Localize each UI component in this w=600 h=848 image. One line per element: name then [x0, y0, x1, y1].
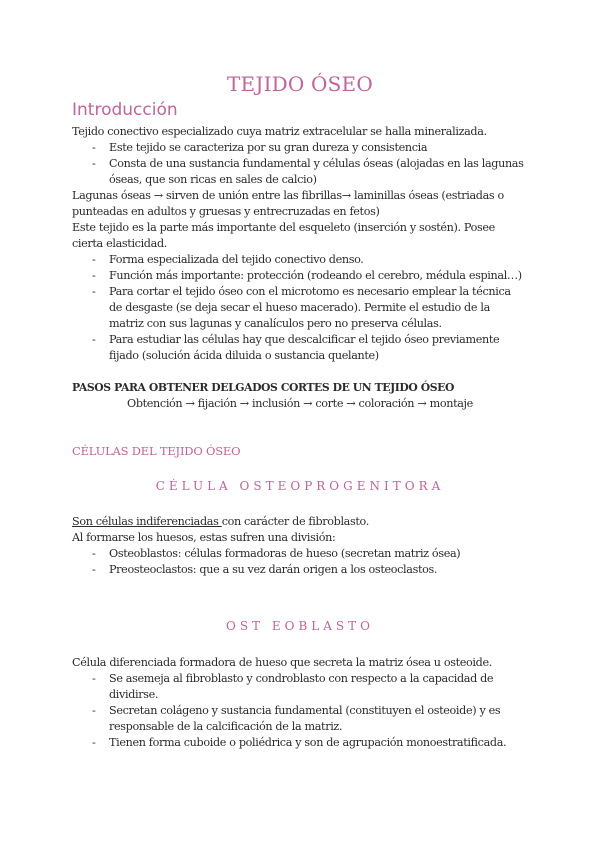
- list-item-text: Este tejido se caracteriza por su gran dureza y consistencia: [109, 141, 428, 154]
- osteoprogenitora-line: [72, 514, 369, 530]
- list-item-text: matriz con sus lagunas y canalículos pero no preserva células.: [109, 317, 442, 330]
- celulas-heading: CÉLULAS DEL TEJIDO ÓSEO: [72, 444, 241, 458]
- line-rest: con carácter de fibroblasto.: [221, 515, 369, 528]
- este-paragraph-line: cierta elasticidad.: [72, 237, 167, 250]
- list-item-text: Osteoblastos: células formadoras de hueso (secretan matriz ósea): [109, 547, 461, 560]
- osteoprogenitora-line: Al formarse los huesos, estas sufren una división:: [72, 531, 336, 544]
- list-item-text: Para cortar el tejido óseo con el microtomo es necesario emplear la técnica: [109, 285, 511, 298]
- este-paragraph-line: Este tejido es la parte más importante del esqueleto (inserción y sostén). Posee: [72, 221, 495, 234]
- list-item-text: de desgaste (se deja secar el hueso macerado). Permite el estudio de la: [109, 301, 490, 314]
- bullet-dash: -: [92, 547, 96, 560]
- pasos-sequence: Obtención → fijación → inclusión → corte → coloración → montaje: [127, 397, 473, 410]
- intro-heading: Introducción: [72, 100, 178, 120]
- bullet-dash: -: [92, 736, 96, 749]
- list-item-text: fijado (solución ácida diluida o sustancia quelante): [109, 349, 379, 362]
- list-item-text: Preosteoclastos: que a su vez darán origen a los osteoclastos.: [109, 563, 438, 576]
- list-item-text: Secretan colágeno y sustancia fundamental (constituyen el osteoide) y es: [109, 704, 501, 717]
- pasos-heading: PASOS PARA OBTENER DELGADOS CORTES DE UN TEJIDO ÓSEO: [72, 381, 455, 394]
- document-title: TEJIDO ÓSEO: [227, 72, 373, 96]
- list-item-text: Función más importante: protección (rodeando el cerebro, médula espinal…): [109, 269, 522, 282]
- osteoblasto-heading: OST EOBLASTO: [226, 619, 374, 633]
- intro-paragraph: Tejido conectivo especializado cuya matriz extracelular se halla mineralizada.: [72, 125, 487, 138]
- bullet-dash: -: [92, 672, 96, 685]
- underlined-phrase: Son células indiferenciadas: [72, 515, 222, 528]
- list-item-text: Forma especializada del tejido conectivo denso.: [109, 253, 364, 266]
- list-item-text: dividirse.: [109, 688, 159, 701]
- list-item-text: Para estudiar las células hay que descalcificar el tejido óseo previamente: [109, 333, 500, 346]
- list-item-text: Tienen forma cuboide o poliédrica y son de agrupación monoestratificada.: [109, 736, 507, 749]
- bullet-dash: -: [92, 253, 96, 266]
- list-item-text: óseas, que son ricas en sales de calcio): [109, 173, 317, 186]
- list-item-text: Consta de una sustancia fundamental y células óseas (alojadas en las lagunas: [109, 157, 524, 170]
- lagunas-paragraph-line: punteadas en adultos y gruesas y entrecruzadas en fetos): [72, 205, 380, 218]
- bullet-dash: -: [92, 141, 96, 154]
- bullet-dash: -: [92, 285, 96, 298]
- list-item-text: Se asemeja al fibroblasto y condroblasto con respecto a la capacidad de: [109, 672, 494, 685]
- lagunas-paragraph-line: Lagunas óseas → sirven de unión entre las fibrillas→ laminillas óseas (estriadas o: [72, 189, 504, 202]
- list-item-text: responsable de la calcificación de la matriz.: [109, 720, 343, 733]
- osteoblasto-line: Célula diferenciada formadora de hueso que secreta la matriz ósea u osteoide.: [72, 656, 492, 669]
- bullet-dash: -: [92, 333, 96, 346]
- bullet-dash: -: [92, 704, 96, 717]
- bullet-dash: -: [92, 269, 96, 282]
- bullet-dash: -: [92, 157, 96, 170]
- osteoprogenitora-heading: CÉLULA OSTEOPROGENITORA: [155, 479, 445, 493]
- bullet-dash: -: [92, 563, 96, 576]
